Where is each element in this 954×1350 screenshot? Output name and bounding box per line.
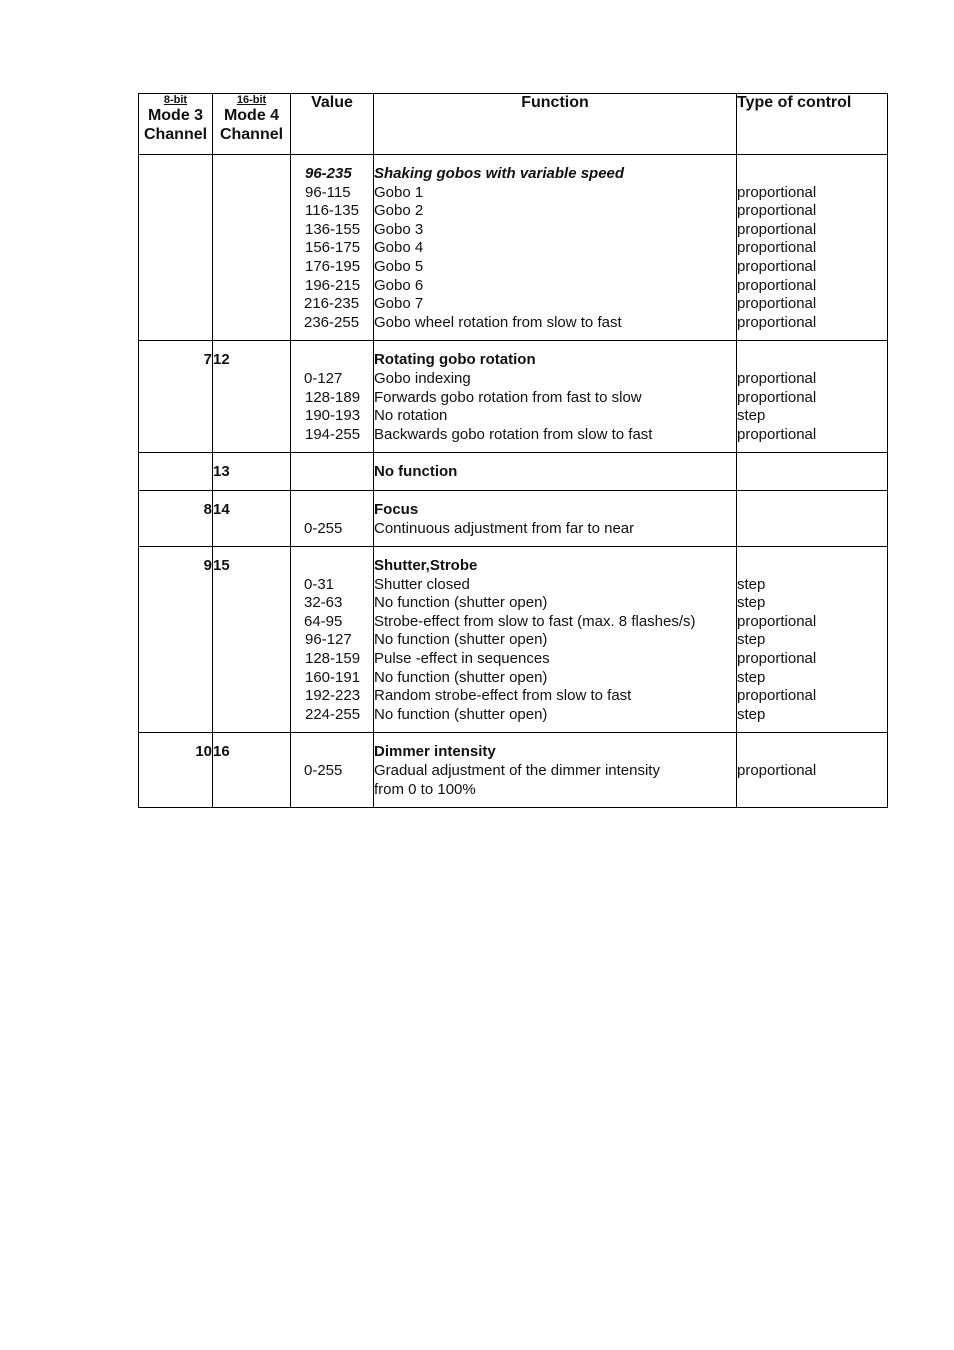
function-cell — [374, 453, 737, 491]
mode3-channel: 8 — [203, 500, 212, 518]
function-text: Pulse -effect in sequences — [374, 650, 550, 668]
header-mode4-channel — [213, 94, 291, 155]
value-range: 192-223 — [305, 687, 361, 705]
function-text: Backwards gobo rotation from slow to fast — [374, 425, 653, 443]
header-mode3-bit: 8-bit — [163, 94, 188, 106]
function-text: Forwards gobo rotation from fast to slow — [374, 388, 642, 406]
function-text: Rotating gobo rotation — [374, 351, 536, 369]
value-range — [291, 743, 373, 762]
control-type: proportional — [737, 202, 817, 220]
function-text: Strobe-effect from slow to fast (max. 8 flashes/s) — [374, 612, 696, 630]
value-cell — [291, 490, 374, 546]
control-type: step — [737, 594, 766, 612]
table-row — [139, 733, 888, 808]
function-text: Gobo 4 — [374, 239, 424, 257]
control-type — [737, 165, 887, 184]
value-range: 0-255 — [304, 762, 343, 780]
table-row — [139, 453, 888, 491]
mode4-channel: 16 — [213, 743, 230, 761]
control-type: proportional — [737, 220, 817, 238]
value-range: 128-159 — [305, 650, 361, 668]
function-cell — [374, 341, 737, 453]
function-text: Gobo 7 — [374, 295, 424, 313]
control-type — [737, 463, 887, 482]
value-cell — [291, 155, 374, 341]
header-mode4-bit: 16-bit — [236, 94, 267, 106]
dmx-channel-table — [138, 93, 888, 808]
value-range: 160-191 — [305, 668, 361, 686]
function-text: Shutter,Strobe — [374, 557, 478, 575]
control-type: proportional — [737, 276, 817, 294]
function-text: Gobo 3 — [374, 220, 424, 238]
value-range: 96-127 — [305, 631, 352, 649]
mode4-channel-cell — [213, 155, 291, 341]
function-text: Gobo indexing — [374, 369, 471, 387]
type-cell — [737, 490, 888, 546]
mode3-channel — [139, 463, 212, 482]
value-range: 64-95 — [304, 612, 343, 630]
type-cell — [737, 547, 888, 733]
mode4-channel-cell — [213, 453, 291, 491]
function-cell — [374, 155, 737, 341]
control-type: proportional — [737, 257, 817, 275]
value-range: 176-195 — [305, 257, 361, 275]
value-range: 96-115 — [305, 183, 351, 201]
control-type: proportional — [737, 762, 817, 780]
mode3-channel-cell — [139, 341, 213, 453]
mode3-channel: 7 — [203, 351, 212, 369]
function-text: Gobo 5 — [374, 257, 424, 275]
control-type: proportional — [737, 369, 817, 387]
control-type: proportional — [737, 183, 817, 201]
control-type: proportional — [737, 650, 817, 668]
dmx-channel-table-sheet — [138, 93, 887, 808]
header-mode4-mode: Mode 4 — [223, 107, 280, 125]
function-text: Focus — [374, 500, 419, 518]
value-cell — [291, 547, 374, 733]
table-row — [139, 341, 888, 453]
function-text: Gobo 6 — [374, 276, 424, 294]
type-cell — [737, 341, 888, 453]
value-cell — [291, 733, 374, 808]
mode3-channel: 9 — [203, 557, 212, 575]
value-range: 236-255 — [304, 313, 360, 331]
function-cell — [374, 547, 737, 733]
control-type: proportional — [737, 388, 817, 406]
value-range: 216-235 — [304, 295, 360, 313]
function-text: from 0 to 100% — [374, 780, 476, 798]
header-value: Value — [291, 94, 374, 155]
value-range: 136-155 — [305, 220, 361, 238]
function-text: Gobo 2 — [374, 202, 424, 220]
control-type — [737, 351, 887, 370]
function-text: Continuous adjustment from far to near — [374, 519, 635, 537]
function-text: Gobo wheel rotation from slow to fast — [374, 313, 622, 331]
value-range: 224-255 — [305, 705, 361, 723]
mode4-channel: 14 — [213, 500, 230, 518]
header-function: Function — [374, 94, 737, 155]
mode4-channel: 13 — [213, 463, 230, 481]
function-text: No function (shutter open) — [374, 631, 548, 649]
table-row — [139, 155, 888, 341]
value-range — [291, 351, 373, 370]
mode4-channel: 12 — [213, 351, 230, 369]
control-type: step — [737, 407, 766, 425]
mode4-channel — [213, 165, 290, 184]
header-mode3-mode: Mode 3 — [147, 107, 204, 125]
type-cell — [737, 155, 888, 341]
function-text: No rotation — [374, 407, 448, 425]
value-range: 0-255 — [304, 519, 343, 537]
mode3-channel — [139, 165, 212, 184]
value-range — [291, 463, 373, 482]
value-range: 156-175 — [305, 239, 361, 257]
header-mode4-label: Channel — [219, 126, 284, 144]
function-text: No function — [374, 463, 458, 481]
control-type — [737, 520, 887, 539]
control-type — [737, 743, 887, 762]
value-range: 116-135 — [305, 202, 359, 220]
function-text: Random strobe-effect from slow to fast — [374, 687, 632, 705]
control-type: step — [737, 575, 766, 593]
mode3-channel: 10 — [195, 743, 212, 761]
control-type: proportional — [737, 612, 817, 630]
control-type — [737, 557, 887, 576]
mode3-channel-cell — [139, 155, 213, 341]
value-cell — [291, 453, 374, 491]
mode4-channel: 15 — [213, 557, 230, 575]
value-range: 0-127 — [304, 369, 343, 387]
value-range — [291, 501, 373, 520]
function-text: Shaking gobos with variable speed — [374, 165, 625, 182]
header-mode3-channel — [139, 94, 213, 155]
value-range: 96-235 — [305, 165, 352, 182]
function-text: No function (shutter open) — [374, 668, 548, 686]
header-mode3-label: Channel — [143, 126, 208, 144]
mode3-channel-cell — [139, 733, 213, 808]
function-text: Gobo 1 — [374, 183, 424, 201]
type-cell — [737, 733, 888, 808]
control-type — [737, 781, 887, 800]
control-type: proportional — [737, 313, 817, 331]
header-type-of-control: Type of control — [737, 94, 888, 155]
table-row — [139, 490, 888, 546]
value-range: 194-255 — [305, 425, 361, 443]
control-type: proportional — [737, 687, 817, 705]
mode3-channel-cell — [139, 547, 213, 733]
control-type — [737, 501, 887, 520]
table-header-row — [139, 94, 888, 155]
mode3-channel-cell — [139, 453, 213, 491]
value-cell — [291, 341, 374, 453]
mode4-channel-cell — [213, 341, 291, 453]
function-text: Dimmer intensity — [374, 743, 496, 761]
function-text: Gradual adjustment of the dimmer intensity — [374, 762, 660, 780]
function-cell — [374, 490, 737, 546]
control-type: proportional — [737, 425, 817, 443]
type-cell — [737, 453, 888, 491]
mode4-channel-cell — [213, 733, 291, 808]
mode4-channel-cell — [213, 490, 291, 546]
value-range: 196-215 — [305, 276, 361, 294]
value-range — [291, 557, 373, 576]
control-type: proportional — [737, 295, 817, 313]
control-type: step — [737, 668, 766, 686]
value-range — [291, 781, 373, 800]
function-text: Shutter closed — [374, 575, 470, 593]
control-type: step — [737, 705, 766, 723]
table-row — [139, 547, 888, 733]
value-range: 32-63 — [304, 594, 343, 612]
value-range: 128-189 — [305, 388, 361, 406]
control-type: step — [737, 631, 766, 649]
control-type: proportional — [737, 239, 817, 257]
function-text: No function (shutter open) — [374, 594, 548, 612]
table-body — [139, 155, 888, 808]
value-range: 0-31 — [304, 575, 335, 593]
function-text: No function (shutter open) — [374, 705, 548, 723]
value-range: 190-193 — [305, 407, 361, 425]
mode3-channel-cell — [139, 490, 213, 546]
function-cell — [374, 733, 737, 808]
mode4-channel-cell — [213, 547, 291, 733]
